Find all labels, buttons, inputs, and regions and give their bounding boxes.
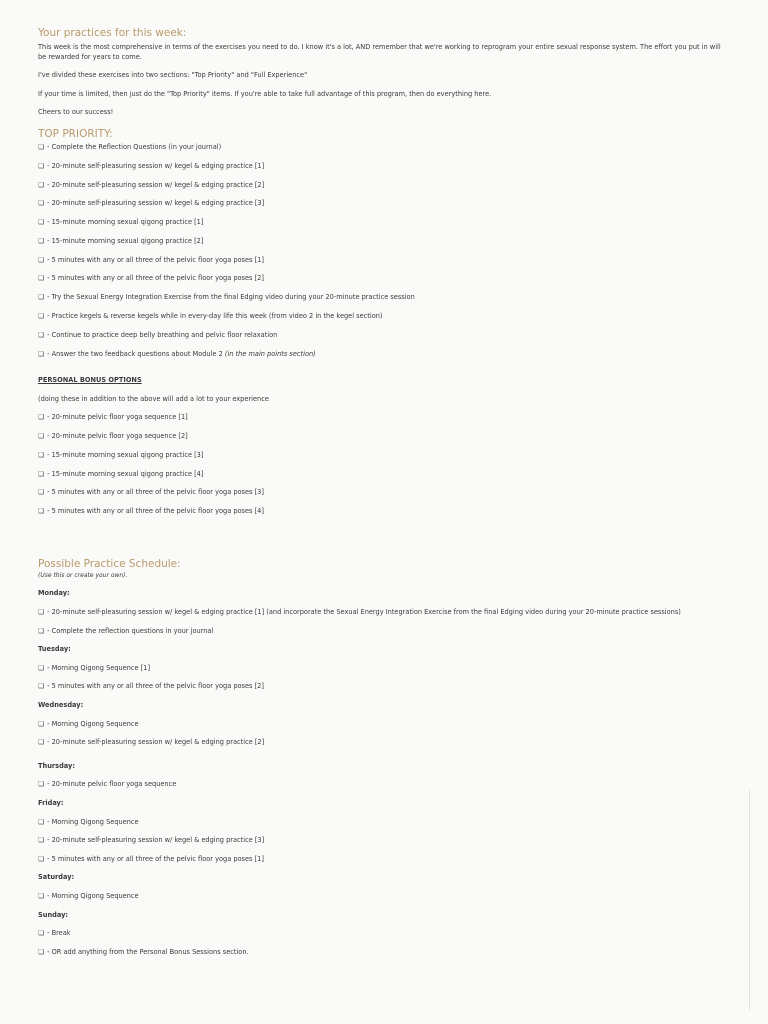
bonus-note: (doing these in addition to the above will add a lot to your experience [38,394,269,403]
list-item: ❏ - 15-minute morning sexual qigong practice [2] [38,236,204,245]
intro-paragraph: Cheers to our success! [38,108,114,117]
page-edge-divider [749,790,750,1010]
document-content [38,26,728,957]
checkbox-icon: ❏ [38,312,44,320]
list-item: ❏ - Break [38,929,71,938]
checkbox-icon: ❏ [38,274,44,283]
list-item: ❏ - 20-minute self-pleasuring session w/ kegel & edging practice [3] [38,199,265,208]
list-item: ❏ - Morning Qigong Sequence [38,719,139,728]
list-item: ❏ - Answer the two feedback questions about Module 2 (in the main points section) [38,349,316,358]
checkbox-icon: ❏ [38,349,44,358]
schedule-heading: Possible Practice Schedule: [38,557,181,570]
list-item: ❏ - 20-minute self-pleasuring session w/ kegel & edging practice [2] [38,180,265,189]
checkbox-icon: ❏ [38,161,44,170]
list-item: ❏ - 15-minute morning sexual qigong practice [1] [38,218,204,227]
top-priority-list [38,143,728,359]
checkbox-icon: ❏ [38,488,44,497]
list-item: ❏ - 20-minute self-pleasuring session w/ kegel & edging practice [1] (and incorporate the Sexual Energy Integration Exercise from the final Edging video during your 20-minute practice sessions) [38,608,681,617]
checkbox-icon: ❏ [38,293,44,302]
checkbox-icon: ❏ [38,719,44,728]
list-item: ❏ - Continue to practice deep belly breathing and pelvic floor relaxation [38,330,278,339]
schedule-list [38,589,728,957]
list-item: ❏ - 5 minutes with any or all three of the pelvic floor yoga poses [3] [38,488,264,497]
list-item: ❏ - 15-minute morning sexual qigong practice [3] [38,450,204,459]
day-label: Thursday: [38,761,75,770]
list-item: ❏ - 5 minutes with any or all three of the pelvic floor yoga poses [1] [38,854,264,863]
checkbox-icon: ❏ [38,255,44,264]
list-item: ❏ - 5 minutes with any or all three of the pelvic floor yoga poses [2] [38,274,264,283]
bonus-heading: PERSONAL BONUS OPTIONS [38,376,142,385]
day-label: Wednesday: [38,701,84,709]
bonus-list [38,413,728,517]
list-item: ❏ - OR add anything from the Personal Bonus Sessions section. [38,947,249,956]
list-item: ❏ - Try the Sexual Energy Integration Exercise from the final Edging video during your 20-minute practice session [38,293,415,302]
checkbox-icon: ❏ [38,663,44,672]
list-item: ❏ - 20-minute self-pleasuring session w/ kegel & edging practice [2] [38,738,265,747]
checkbox-icon: ❏ [38,929,44,938]
list-item: ❏ - 20-minute pelvic floor yoga sequence [1] [38,413,188,422]
list-item: ❏ - Complete the reflection questions in your journal [38,626,214,635]
checkbox-icon: ❏ [38,780,44,789]
list-item: ❏ - 20-minute pelvic floor yoga sequence [38,780,177,789]
checkbox-icon: ❏ [38,891,44,900]
list-item: ❏ - 20-minute pelvic floor yoga sequence [2] [38,432,188,441]
checkbox-icon: ❏ [38,817,44,826]
list-item: ❏ - Complete the Reflection Questions (in your journal) [38,142,222,151]
checkbox-icon: ❏ [38,738,44,747]
day-label: Monday: [38,589,70,598]
checkbox-icon: ❏ [38,218,44,227]
checkbox-icon: ❏ [38,626,44,635]
list-item: ❏ - 20-minute self-pleasuring session w/ kegel & edging practice [1] [38,161,265,170]
top-priority-heading: TOP PRIORITY: [38,127,113,140]
checkbox-icon: ❏ [38,507,44,516]
checkbox-icon: ❏ [38,608,44,617]
list-item: ❏ - Morning Qigong Sequence [38,891,139,900]
list-item: ❏ - 5 minutes with any or all three of the pelvic floor yoga poses [4] [38,507,264,516]
checkbox-icon: ❏ [38,236,44,245]
day-label: Friday: [38,798,64,807]
intro-paragraph: This week is the most comprehensive in terms of the exercises you need to do. I know it's a lot, AND remember that we're working to reprogram your entire sexual response system. The effort you put in will be rewarded for years to come. [38,43,721,61]
checkbox-icon: ❏ [38,469,44,478]
list-item: ❏ - 5 minutes with any or all three of the pelvic floor yoga poses [1] [38,255,264,264]
intro-block [38,43,728,118]
day-label: Saturday: [38,873,75,882]
list-item: ❏ - Practice kegels & reverse kegels while in every-day life this week (from video 2 in the kegel section) [38,312,383,320]
checkbox-icon: ❏ [38,947,44,956]
checkbox-icon: ❏ [38,682,44,691]
list-item: ❏ - Morning Qigong Sequence [38,817,139,826]
list-item: ❏ - 5 minutes with any or all three of the pelvic floor yoga poses [2] [38,682,264,691]
intro-paragraph: If your time is limited, then just do the "Top Priority" items. If you're able to take full advantage of this program, then do everything here. [38,89,492,98]
checkbox-icon: ❏ [38,432,44,441]
list-item: ❏ - Morning Qigong Sequence [1] [38,663,151,672]
list-item: ❏ - 15-minute morning sexual qigong practice [4] [38,469,204,478]
intro-paragraph: I've divided these exercises into two sections: "Top Priority" and "Full Experience" [38,71,308,80]
practices-heading: Your practices for this week: [38,27,187,39]
checkbox-icon: ❏ [38,450,44,459]
checkbox-icon: ❏ [38,854,44,863]
checkbox-icon: ❏ [38,330,44,339]
checkbox-icon: ❏ [38,836,44,845]
checkbox-icon: ❏ [38,199,44,208]
checkbox-icon: ❏ [38,142,44,151]
checkbox-icon: ❏ [38,180,44,189]
list-item: ❏ - 20-minute self-pleasuring session w/ kegel & edging practice [3] [38,836,265,845]
checkbox-icon: ❏ [38,413,44,422]
day-label: Tuesday: [38,645,71,654]
day-label: Sunday: [38,910,69,919]
schedule-subnote: (Use this or create your own). [38,571,128,579]
